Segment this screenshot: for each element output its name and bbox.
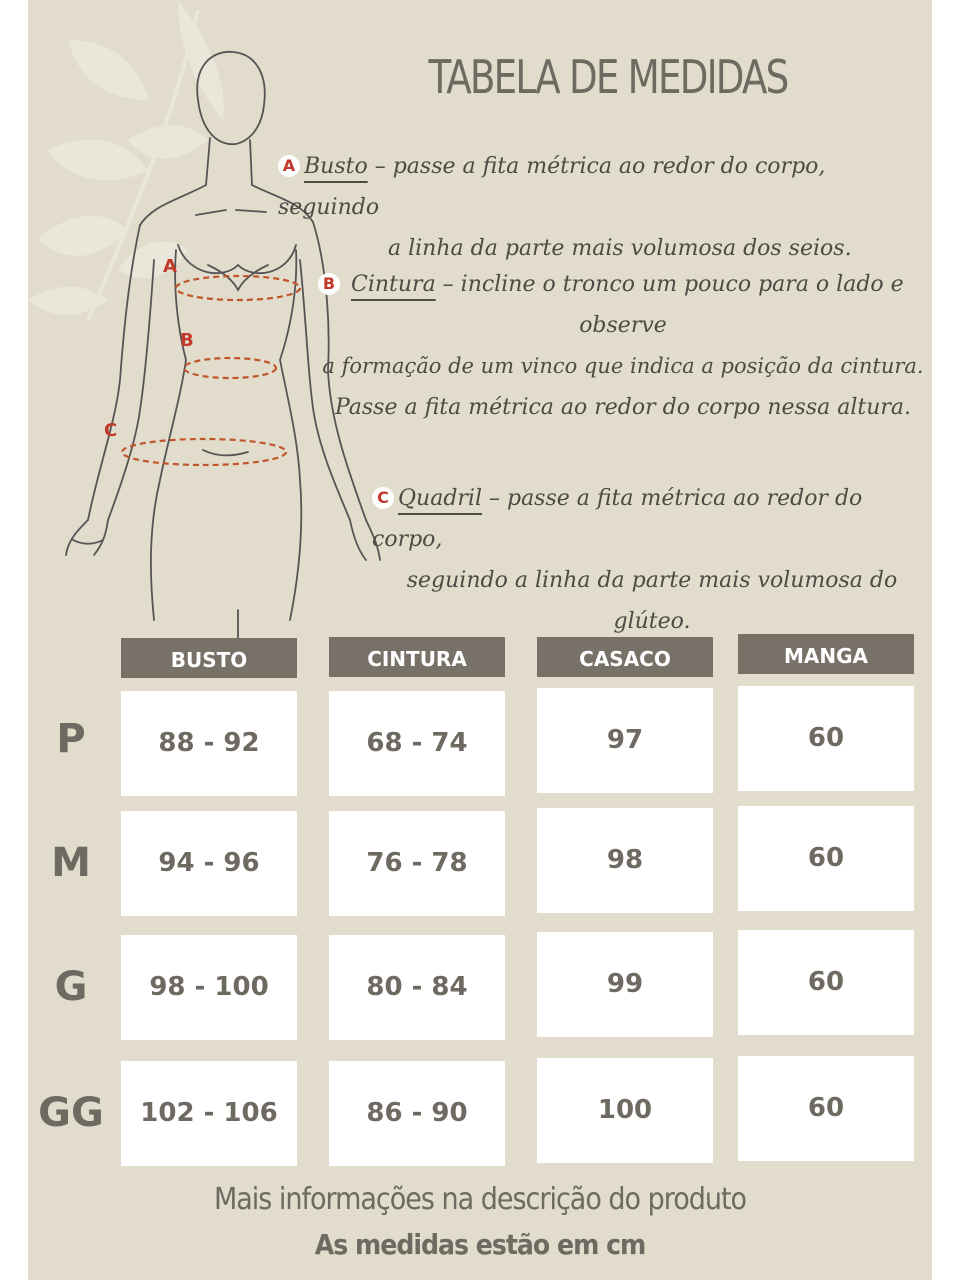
quadril-term: Quadril: [398, 486, 482, 511]
quadril-line2: seguindo a linha da parte mais volumosa do: [406, 568, 898, 593]
size-label-g: G: [54, 964, 88, 1010]
cell-m-manga: 60: [738, 806, 914, 911]
cell-gg-casaco: 100: [537, 1058, 713, 1163]
cell-g-casaco: 99: [537, 932, 713, 1037]
quadril-line1: – passe a fita métrica ao redor do corpo,: [372, 486, 863, 552]
busto-instruction: [278, 146, 918, 269]
marker-b: B: [180, 330, 194, 351]
cell-p-busto: 88 - 92: [121, 691, 297, 796]
header-busto: BUSTO: [121, 638, 297, 678]
header-cintura: CINTURA: [329, 637, 505, 677]
cintura-term: Cintura: [351, 272, 436, 297]
footer-units: As medidas estão em cm: [314, 1228, 646, 1261]
busto-line1: – passe a fita métrica ao redor do corpo, seguindo: [278, 154, 826, 220]
cintura-line2: observe: [579, 313, 667, 338]
busto-term: Busto: [304, 154, 368, 179]
cell-gg-manga: 60: [738, 1056, 914, 1161]
badge-c: C: [372, 487, 394, 509]
cell-gg-cintura: 86 - 90: [329, 1061, 505, 1166]
size-chart-sheet: [28, 0, 932, 1280]
cell-m-cintura: 76 - 78: [329, 811, 505, 916]
size-label-m: M: [51, 840, 91, 886]
cell-m-casaco: 98: [537, 808, 713, 913]
page-title: TABELA DE MEDIDAS: [428, 50, 788, 104]
header-casaco: CASACO: [537, 637, 713, 677]
busto-line2: a linha da parte mais volumosa dos seios.: [388, 236, 852, 261]
size-label-p: P: [56, 716, 86, 762]
cell-g-manga: 60: [738, 930, 914, 1035]
header-manga: MANGA: [738, 634, 914, 674]
marker-c: C: [104, 420, 118, 441]
cintura-line4: Passe a fita métrica ao redor do corpo nessa altura.: [334, 395, 912, 420]
cell-p-manga: 60: [738, 686, 914, 791]
badge-b: B: [318, 273, 340, 295]
cell-g-busto: 98 - 100: [121, 935, 297, 1040]
cell-p-cintura: 68 - 74: [329, 691, 505, 796]
size-label-gg: GG: [38, 1090, 104, 1136]
cintura-instruction: [318, 264, 928, 428]
cintura-line1: – incline o tronco um pouco para o lado e: [435, 272, 904, 297]
cell-m-busto: 94 - 96: [121, 811, 297, 916]
marker-a: A: [163, 256, 177, 277]
quadril-line3: glúteo.: [613, 609, 691, 634]
badge-a: A: [278, 155, 300, 177]
footer-info: Mais informações na descrição do produto: [213, 1182, 747, 1217]
cell-p-casaco: 97: [537, 688, 713, 793]
quadril-instruction: [372, 478, 932, 642]
cell-g-cintura: 80 - 84: [329, 935, 505, 1040]
cell-gg-busto: 102 - 106: [121, 1061, 297, 1166]
cintura-line3: a formação de um vinco que indica a posição da cintura.: [322, 354, 924, 378]
